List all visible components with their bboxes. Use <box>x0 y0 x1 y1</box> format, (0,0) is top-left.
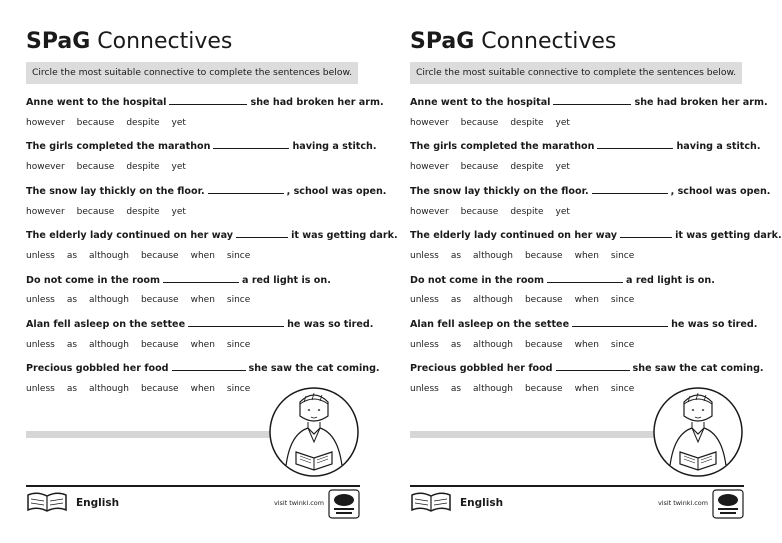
option[interactable]: unless <box>410 251 439 261</box>
option[interactable]: when <box>574 251 599 261</box>
option[interactable]: as <box>66 295 78 305</box>
option[interactable]: because <box>524 295 563 305</box>
option[interactable]: because <box>460 162 499 172</box>
question-1 <box>26 95 384 109</box>
option[interactable]: since <box>226 340 251 350</box>
options-3 <box>26 206 198 218</box>
option[interactable]: despite <box>510 162 544 172</box>
question-text: Precious gobbled her food <box>26 363 169 374</box>
option[interactable]: because <box>140 384 179 394</box>
option[interactable]: when <box>190 251 215 261</box>
question-3 <box>26 184 387 198</box>
options-6 <box>410 339 646 351</box>
option[interactable]: because <box>140 295 179 305</box>
option[interactable]: since <box>226 251 251 261</box>
question-text: she saw the cat coming. <box>632 363 764 374</box>
title-bold: SPaG <box>26 29 91 54</box>
option[interactable]: unless <box>26 251 55 261</box>
option[interactable]: because <box>524 251 563 261</box>
option[interactable]: however <box>410 118 449 128</box>
answer-blank[interactable] <box>208 184 284 194</box>
answer-blank[interactable] <box>547 273 623 283</box>
option[interactable]: however <box>26 118 65 128</box>
answer-blank[interactable] <box>556 361 630 371</box>
answer-blank[interactable] <box>592 184 668 194</box>
question-7 <box>410 361 764 375</box>
option[interactable]: although <box>89 340 129 350</box>
answer-blank[interactable] <box>188 317 284 327</box>
option[interactable]: as <box>66 384 78 394</box>
options-4 <box>26 250 262 262</box>
answer-blank[interactable] <box>172 361 246 371</box>
question-text: The elderly lady continued on her way <box>410 230 618 241</box>
open-book-icon <box>410 491 452 513</box>
option[interactable]: yet <box>171 118 186 128</box>
option[interactable]: since <box>610 295 635 305</box>
question-text: it was getting dark. <box>675 230 782 241</box>
answer-blank[interactable] <box>553 95 631 105</box>
answer-blank[interactable] <box>213 139 289 149</box>
question-text: she had broken her arm. <box>634 97 768 108</box>
question-text: having a stitch. <box>292 141 377 152</box>
option[interactable]: since <box>610 384 635 394</box>
question-text: The snow lay thickly on the floor. <box>26 186 205 197</box>
question-text: Do not come in the room <box>410 275 544 286</box>
worksheet-right <box>384 0 782 543</box>
option[interactable]: although <box>473 340 513 350</box>
question-text: it was getting dark. <box>291 230 398 241</box>
option[interactable]: because <box>76 118 115 128</box>
question-text: Do not come in the room <box>26 275 160 286</box>
question-6 <box>410 317 758 331</box>
option[interactable]: unless <box>26 295 55 305</box>
question-text: a red light is on. <box>242 275 331 286</box>
option[interactable]: since <box>226 295 251 305</box>
option[interactable]: despite <box>126 207 160 217</box>
question-text: having a stitch. <box>676 141 761 152</box>
decorative-bar <box>410 431 660 438</box>
twinkl-logo <box>712 489 744 519</box>
answer-blank[interactable] <box>169 95 247 105</box>
decorative-bar <box>26 431 276 438</box>
option[interactable]: unless <box>26 384 55 394</box>
title-rest: Connectives <box>481 29 617 54</box>
question-7 <box>26 361 380 375</box>
option[interactable]: when <box>190 295 215 305</box>
options-1 <box>410 117 582 129</box>
question-4 <box>410 228 782 242</box>
option[interactable]: yet <box>171 207 186 217</box>
visit-link[interactable]: visit twinkl.com <box>274 499 324 507</box>
option[interactable]: as <box>450 340 462 350</box>
question-2 <box>26 139 377 153</box>
option[interactable]: unless <box>410 340 439 350</box>
question-text: The snow lay thickly on the floor. <box>410 186 589 197</box>
option[interactable]: since <box>610 340 635 350</box>
option[interactable]: however <box>410 162 449 172</box>
option[interactable]: although <box>89 251 129 261</box>
option[interactable]: because <box>524 340 563 350</box>
option[interactable]: when <box>574 384 599 394</box>
option[interactable]: although <box>89 384 129 394</box>
visit-link[interactable]: visit twinkl.com <box>658 499 708 507</box>
question-text: a red light is on. <box>626 275 715 286</box>
question-text: Anne went to the hospital <box>410 97 551 108</box>
page-title <box>410 28 616 56</box>
question-text: Alan fell asleep on the settee <box>410 319 570 330</box>
footer-divider <box>26 485 360 487</box>
option[interactable]: however <box>26 207 65 217</box>
option[interactable]: despite <box>126 162 160 172</box>
title-bold: SPaG <box>410 29 475 54</box>
options-7 <box>410 383 646 395</box>
option[interactable]: although <box>473 295 513 305</box>
option[interactable]: as <box>450 384 462 394</box>
options-2 <box>410 161 582 173</box>
option[interactable]: although <box>473 251 513 261</box>
question-1 <box>410 95 768 109</box>
option[interactable]: unless <box>26 340 55 350</box>
option[interactable]: because <box>460 207 499 217</box>
option[interactable]: because <box>76 207 115 217</box>
question-text: Precious gobbled her food <box>410 363 553 374</box>
subject-label: English <box>76 497 120 509</box>
options-1 <box>26 117 198 129</box>
option[interactable]: because <box>140 251 179 261</box>
option[interactable]: when <box>574 340 599 350</box>
option[interactable]: because <box>524 384 563 394</box>
question-5 <box>26 273 366 287</box>
question-text: Alan fell asleep on the settee <box>26 319 186 330</box>
option[interactable]: because <box>76 162 115 172</box>
option[interactable]: although <box>89 295 129 305</box>
options-6 <box>26 339 262 351</box>
instruction-banner: Circle the most suitable connective to complete the sentences below. <box>410 62 742 84</box>
boy-reading-illustration <box>268 382 360 478</box>
page-title <box>26 28 232 56</box>
options-4 <box>410 250 646 262</box>
option[interactable]: as <box>450 251 462 261</box>
question-text: The girls completed the marathon <box>410 141 595 152</box>
question-2 <box>410 139 761 153</box>
option[interactable]: because <box>460 118 499 128</box>
option[interactable]: although <box>473 384 513 394</box>
option[interactable]: since <box>610 251 635 261</box>
question-text: The elderly lady continued on her way <box>26 230 234 241</box>
instruction-banner: Circle the most suitable connective to complete the sentences below. <box>26 62 358 84</box>
answer-blank[interactable] <box>163 273 239 283</box>
question-text: , school was open. <box>286 186 387 197</box>
question-text: she saw the cat coming. <box>248 363 380 374</box>
question-5 <box>410 273 750 287</box>
footer-divider <box>410 485 744 487</box>
option[interactable]: despite <box>510 207 544 217</box>
title-rest: Connectives <box>97 29 233 54</box>
option[interactable]: when <box>190 384 215 394</box>
option[interactable]: yet <box>555 118 570 128</box>
subject-label: English <box>460 497 504 509</box>
answer-blank[interactable] <box>236 228 288 238</box>
answer-blank[interactable] <box>620 228 672 238</box>
option[interactable]: because <box>140 340 179 350</box>
option[interactable]: unless <box>410 295 439 305</box>
options-7 <box>26 383 262 395</box>
boy-reading-illustration <box>652 382 744 478</box>
twinkl-logo <box>328 489 360 519</box>
option[interactable]: however <box>26 162 65 172</box>
question-text: he was so tired. <box>287 319 374 330</box>
option[interactable]: despite <box>126 118 160 128</box>
option[interactable]: since <box>226 384 251 394</box>
option[interactable]: yet <box>555 162 570 172</box>
option[interactable]: yet <box>171 162 186 172</box>
options-3 <box>410 206 582 218</box>
option[interactable]: yet <box>555 207 570 217</box>
options-5 <box>26 294 262 306</box>
question-text: she had broken her arm. <box>250 97 384 108</box>
question-text: The girls completed the marathon <box>26 141 211 152</box>
question-text: Anne went to the hospital <box>26 97 167 108</box>
option[interactable]: unless <box>410 384 439 394</box>
option[interactable]: despite <box>510 118 544 128</box>
answer-blank[interactable] <box>572 317 668 327</box>
open-book-icon <box>26 491 68 513</box>
option[interactable]: as <box>66 340 78 350</box>
option[interactable]: as <box>66 251 78 261</box>
option[interactable]: when <box>190 340 215 350</box>
question-4 <box>26 228 398 242</box>
question-3 <box>410 184 771 198</box>
question-text: he was so tired. <box>671 319 758 330</box>
options-2 <box>26 161 198 173</box>
answer-blank[interactable] <box>597 139 673 149</box>
option[interactable]: however <box>410 207 449 217</box>
option[interactable]: as <box>450 295 462 305</box>
question-6 <box>26 317 374 331</box>
question-text: , school was open. <box>670 186 771 197</box>
option[interactable]: when <box>574 295 599 305</box>
options-5 <box>410 294 646 306</box>
